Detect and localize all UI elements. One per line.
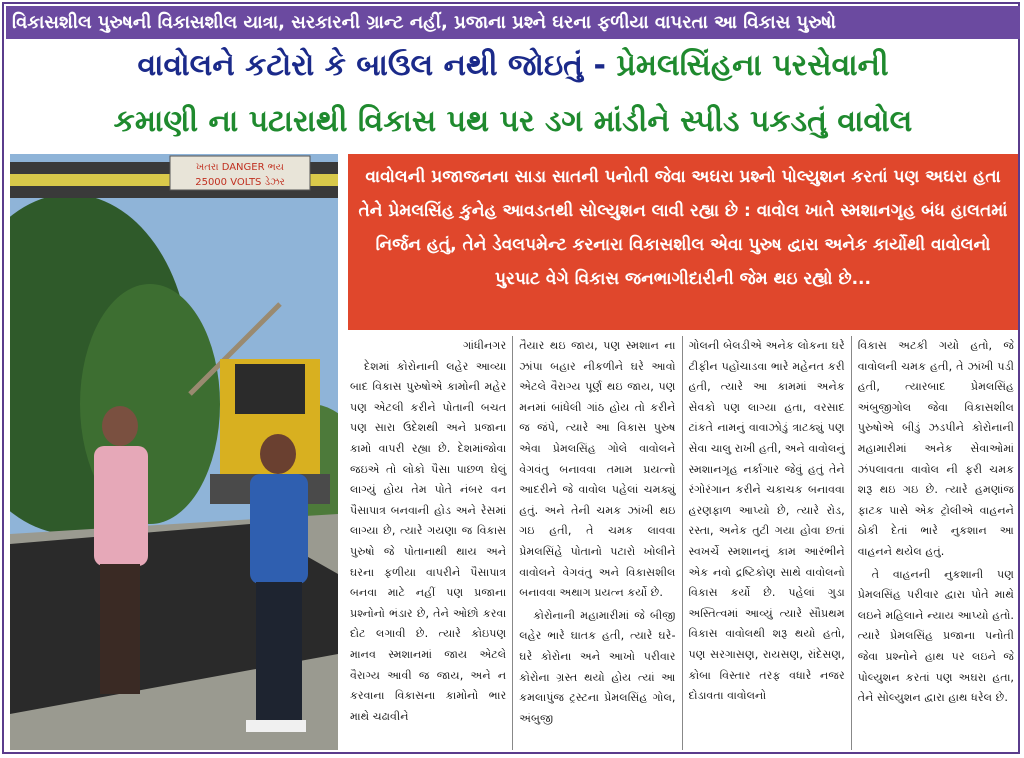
- paragraph: કોરોનાની મહામારીમાં જે બીજી લહેર ભારે ઘાતક હતી, ત્યારે ઘરે-ઘરે કોરોના અને આખો પરીવાર કોરોના ગ્રસ્ત થયો હોય ત્યાં આ કમલાપુંજ ટ્રસ્ટના પ્રેમલસિંહ ગોલ, અંબુજી: [519, 608, 676, 725]
- top-banner: વિકાસશીલ પુરુષની વિકાસશીલ યાત્રા, સરકારની ગ્રાન્ટ નહીં, પ્રજાના પ્રશ્ને ઘરના ફળીયા વાપરતા આ વિકાસ પુરુષો: [6, 6, 1020, 39]
- paragraph: ગોલની બેલડીએ અનેક લોકના ઘરે ટીફીન પહોંચાડવા ભારે મહેનત કરી હતી, ત્યારે આ કામમાં અનેક સેવકો પણ લાગ્યા હતા, વરસાદ ટાંકતે નામનું વાવાઝોડું ત્રાટક્યું પણ સેવા ચાલુ રાખી હતી, અને વાવોલનું સ્મશાનગૃહ નર્કાગાર જેવું હતું તેને રંગોરંગાન કરીને ચકાચક બનાવવા હરણફાળ આપ્યો છે, ત્યારે રોડ, રસ્તા, અનેક તુટી ગયા હોવા છતાં સ્વખર્ચે સ્મશાનનું કામ આરંભીને એક નવો દ્રષ્ટિકોણ સાથે વાવોલનો વિકાસ કર્યો છે. પહેલાં ગુડા અસ્તિત્વમાં આવ્યું ત્યારે સૌપ્રથમ વિકાસ વાવોલથી શરૂ થયો હતો, પણ સરગાસણ, રાયસણ, રાંદેસણ, કોબા વિસ્તાર તરફ વધારે નજર દોડાવતા વાવોલનો: [688, 339, 845, 703]
- headline-part-green: પ્રેમલસિંહના પરસેવાની: [616, 48, 889, 83]
- news-photo: [10, 154, 338, 750]
- sign-text-1: ખતરા DANGER ભય: [196, 162, 284, 173]
- article-column-2: [512, 336, 681, 750]
- article-column-3: [682, 336, 851, 750]
- paragraph: વિકાસ અટકી ગયો હતો, જે વાવોલની ચમક હતી, તે ઝાંખી પડી હતી, ત્યારબાદ પ્રેમલસિંહ અંબુજીગોલ જેવા વિકાસશીલ પુરુષોએ બીડું ઝડપીને કોરોનાની મહામારીમાં અનેક સેવાઓમાં ઝંપલાવતા વાવોલ ની ફરી ચમક શરૂ થઇ ગઇ છે. ત્યારે હમણાંજ ફાટક પાસે એક ટ્રોલીએ વાહનને ઠોકી દેતાં ભારે નુકશાન આ વાહનને થયેલ હતું.: [857, 339, 1014, 558]
- headline-part-blue: વાવોલને કટોરો કે બાઉલ નથી જોઇતું -: [137, 48, 617, 83]
- paragraph: તે વાહનની નુકશાની પણ પ્રેમલસિંહ પરીવાર દ્વારા પોતે માથે લઇને મહિલાને ન્યાય આપ્યો હતો. ત્યારે પ્રેમલસિંહ પ્રજાના પનોતી જેવા પ્રશ્નોને હાથ પર લઇને જે પોલ્યુશન કરતાં પણ અઘરા હતા, તેને સોલ્યુશન દ્વારા હાથ ધરેલ છે.: [857, 567, 1014, 705]
- highlight-summary: વાવોલની પ્રજાજનના સાડા સાતની પનોતી જેવા અઘરા પ્રશ્નો પોલ્યુશન કરતાં પણ અઘરા હતા તેને પ્રેમલસિંહ કુનેહ આવડતથી સોલ્યુશન લાવી રહ્યા છે : વાવોલ ખાતે સ્મશાનગૃહ બંધ હાલતમાં નિર્જન હતું, તેને ડેવલપમેન્ટ કરનારા વિકાસશીલ એવા પુરુષ દ્વારા અનેક કાર્યોથી વાવોલનો પુરપાટ વેગે વિકાસ જનભાગીદારીની જેમ થઇ રહ્યો છે...: [348, 154, 1018, 330]
- article-column-1: [344, 336, 512, 750]
- headline-line-1: [4, 48, 1022, 83]
- article-column-4: [851, 336, 1020, 750]
- dateline: ગાંધીનગર: [463, 339, 507, 352]
- article-body: [344, 336, 1020, 750]
- sign-text-2: 25000 VOLTS ડેઝર: [195, 177, 285, 188]
- page-frame: [2, 2, 1020, 754]
- paragraph: દેશમાં કોરોનાની લહેર આવ્યા બાદ વિકાસ પુરુષોએ કામોની મહેર પણ એટલી કરીને પોતાની બચત પણ સારા ઉદેશથી અને પ્રજાના કામો વાપરી રહ્યા છે. દેશમાંજોવા જઇએ તો લોકો પૈસા પાછળ ઘેલું લાગ્યું હોય તેમ પોતે નંબર વન પૈસાપાત્ર બનવાની હોડ અને રેસમાં લાગ્યા છે, ત્યારે ગયણા જ વિકાસ પુરુષો જે પોતાનાથી થાય અને ઘરના ફળીયા વાપરીને પૈસાપાત્ર બનવા માટે નહીં પણ પ્રજાના પ્રશ્નોનો ભંડાર છે, તેને ઓછો કરવા દોટ લગાવી છે. ત્યારે કોઇપણ માનવ સ્મશાનમાં જાય એટલે વૈરાગ્ય આવી જ જાય, અને ન કરવાના વિકાસના કામોનો ભાર માથે ચઢાવીને: [350, 359, 507, 723]
- headline-line-2: કમાણી ના પટારાથી વિકાસ પથ પર ડગ માંડીને સ્પીડ પકડતું વાવોલ: [113, 104, 913, 139]
- paragraph: તૈયાર થઇ જાય, પણ સ્મશાન ના ઝાંપા બહાર નીકળીને ઘરે આવો એટલે વૈરાગ્ય પૂર્ણ થઇ જાય, પણ મનમાં બાંધેલી ગાંઠ હોય તો કરીને જ જંપે, ત્યારે આ વિકાસ પુરુષ એવા પ્રેમલસિંહ ગોલે વાવોલને વેગવંતુ બનાવવા તમામ પ્રયત્નો આદરીને જે વાવોલ પહેલાં ચમક્યું હતું. અને તેની ચમક ઝાંખી થઇ ગઇ હતી, તે ચમક લાવવા પ્રેમલસિંહે પોતાનો પટારો ખોલીને વાવોલને વેગવંતુ અને વિકાસશીલ બનાવવા અથાગ પ્રયત્ન કર્યો છે.: [519, 339, 676, 600]
